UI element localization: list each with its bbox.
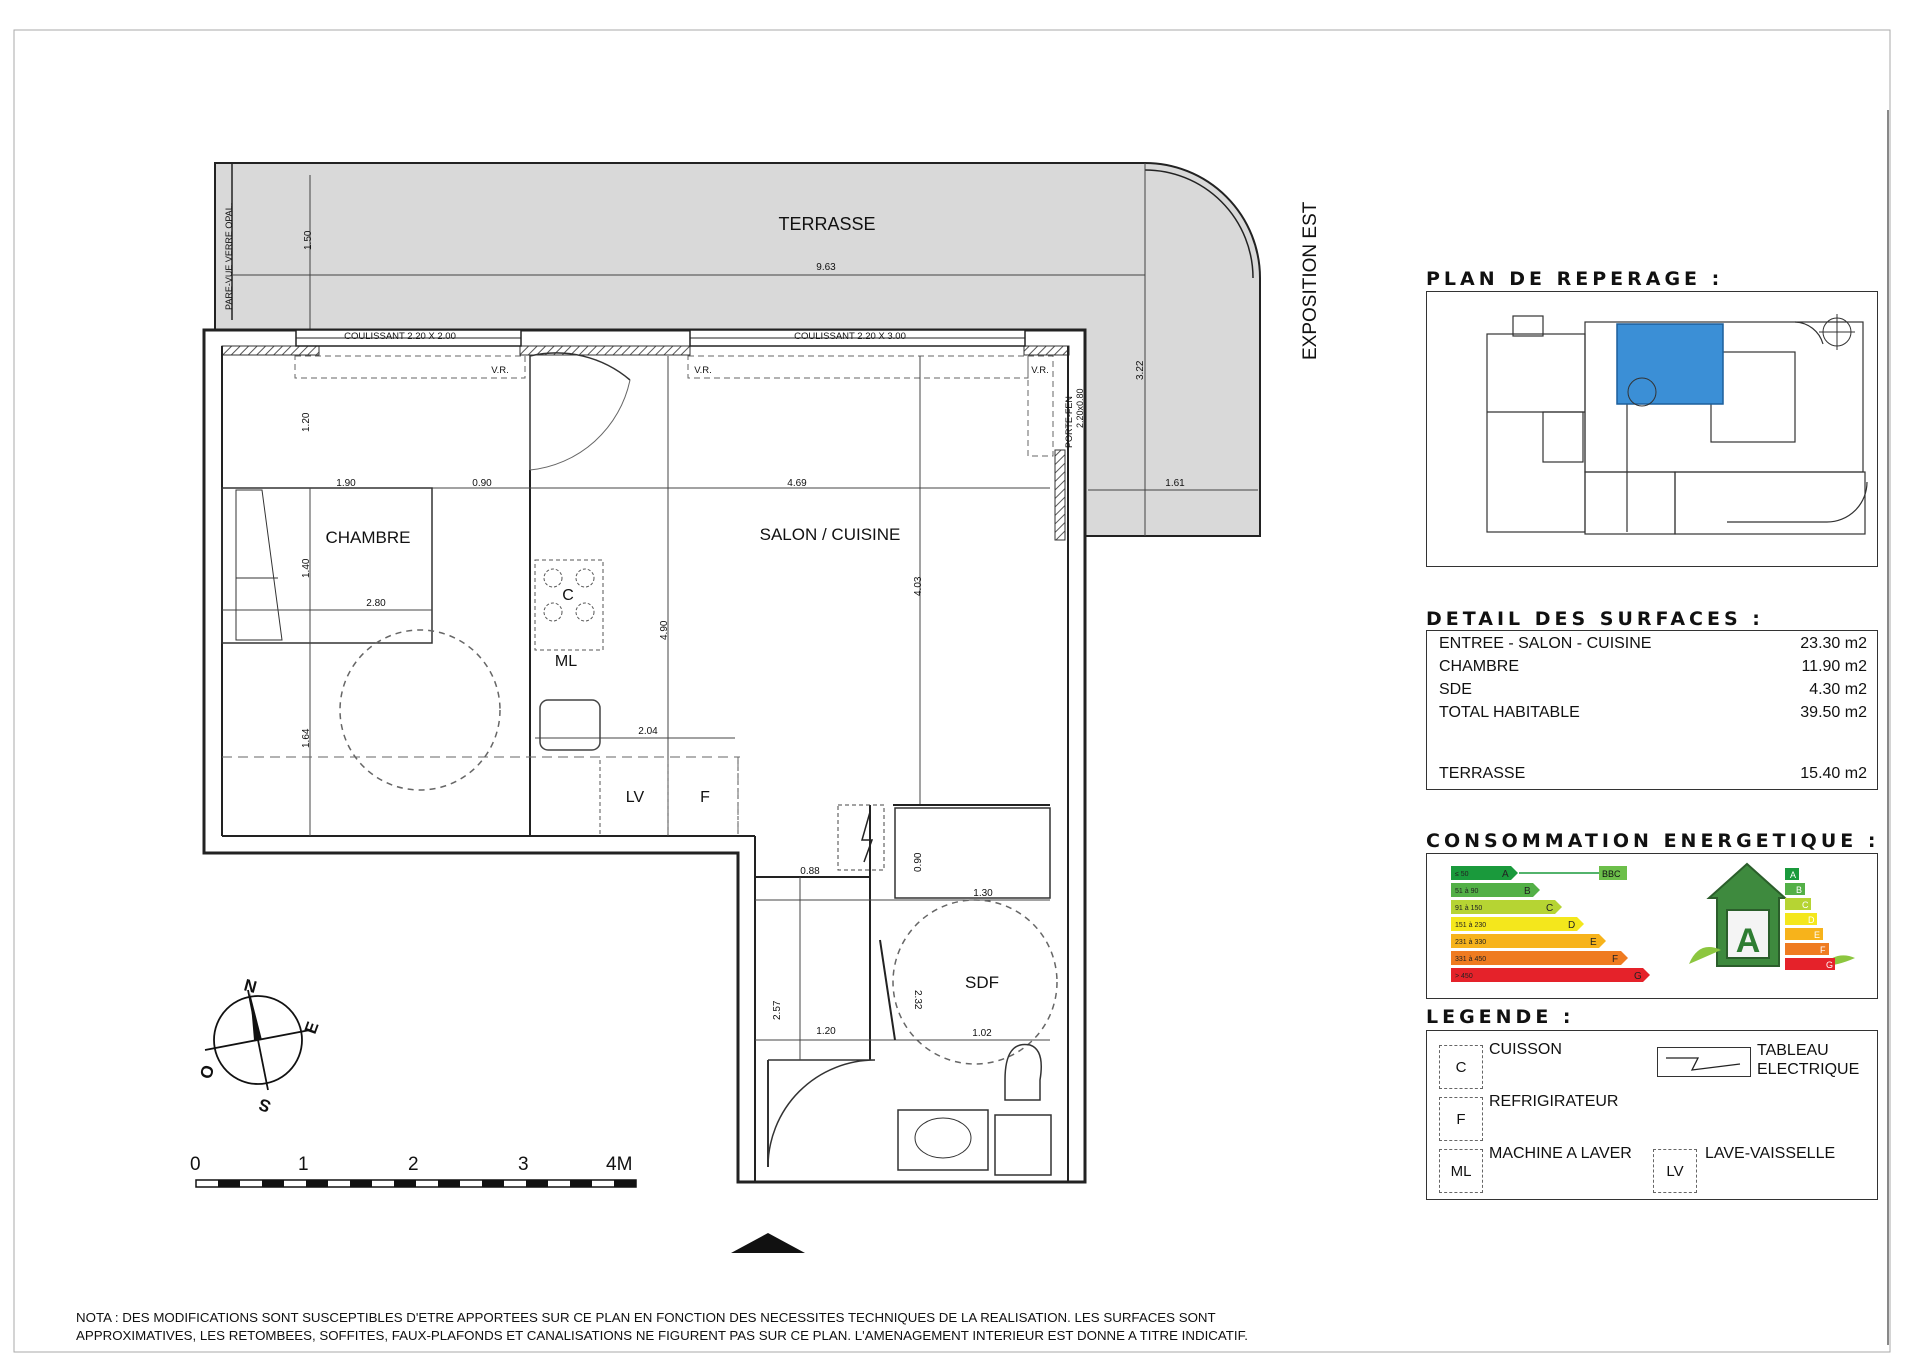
dim-204: 2.04 [638,726,658,737]
energy-range-label: > 450 [1455,973,1473,980]
scale-label-2: 2 [408,1154,419,1175]
reperage-title: PLAN DE REPERAGE : [1426,268,1724,290]
surface-value: 15.40 m2 [1800,765,1867,782]
legend-machine: MACHINE A LAVER [1489,1145,1632,1162]
label-vr-1: V.R. [491,365,509,376]
house-bar-letter: E [1814,930,1821,940]
energy-label-chart [1427,854,1875,996]
scale-label-4m: 4M [606,1154,633,1175]
surface-label: TERRASSE [1439,765,1526,782]
energy-letter-label: G [1634,971,1642,982]
wall-hatch-4 [1055,450,1065,540]
label-coulissant-1: COULISSANT 2.20 X 2.00 [344,331,456,342]
surface-row-sde [1439,681,1867,699]
surfaces-title: DETAIL DES SURFACES : [1426,608,1764,630]
energy-letter-label: F [1612,954,1619,965]
dim-257: 2.57 [772,1000,783,1020]
legend-refrigerateur: REFRIGIRATEUR [1489,1093,1619,1110]
house-rating-icon [1689,864,1855,966]
dim-102: 1.02 [972,1028,992,1039]
compass [205,990,310,1090]
label-exposition: EXPOSITION EST [1300,201,1321,360]
house-bar-letter: B [1796,885,1803,895]
reperage-map [1427,292,1875,564]
energy-range-label: ≤ 50 [1455,871,1469,878]
reperage-compass [1819,314,1855,350]
energy-bar-g [1451,968,1650,982]
energy-range-label: 91 à 150 [1455,905,1483,912]
surface-row-total [1439,704,1867,722]
label-pare-vue: PARE-VUE VERRE OPAL. [224,202,234,310]
compass-s: S [256,1094,274,1117]
house-bar-letter: G [1826,960,1834,970]
label-coulissant-2: COULISSANT 2.20 X 3.00 [794,331,906,342]
cuisson-icon: C [1439,1045,1483,1089]
compass-e: E [300,1019,323,1037]
dim-150: 1.50 [303,230,314,250]
surface-label: SDE [1439,681,1472,698]
energy-letter-label: D [1568,920,1576,931]
scale-label-1: 1 [298,1154,309,1175]
fixture-c: C [562,587,574,604]
surface-value: 39.50 m2 [1800,704,1867,721]
energy-letter-label: B [1524,886,1531,897]
dim-090a: 0.90 [472,478,492,489]
compass-o: O [195,1062,218,1081]
wall-hatch-3 [1024,346,1069,355]
wall-hatch-1 [222,346,319,355]
fixture-lv: LV [625,789,645,806]
label-vr-3: V.R. [1031,365,1049,376]
scale-label-3: 3 [518,1154,529,1175]
entrance-arrow [731,1233,805,1253]
compass-n: N [241,975,259,998]
legende-title: LEGENDE : [1426,1006,1575,1028]
surface-value: 11.90 m2 [1801,658,1867,675]
energy-letter-label: C [1546,903,1554,914]
energy-letter-label: A [1502,869,1509,880]
house-bar-letter: C [1802,900,1809,910]
dim-403: 4.03 [913,576,924,596]
energy-range-label: 151 à 230 [1455,922,1487,929]
surface-row-chambre [1439,658,1867,676]
label-porte-fen: PORTE-FEN [1064,396,1074,448]
energy-range-label: 331 à 450 [1455,956,1487,963]
surface-row-terrasse [1439,765,1867,783]
legend-lave: LAVE-VAISSELLE [1705,1145,1836,1162]
machine-icon: ML [1439,1149,1483,1193]
label-chambre: CHAMBRE [325,528,411,547]
refrigerateur-icon: F [1439,1097,1483,1141]
surface-value: 23.30 m2 [1800,635,1867,652]
house-bar-letter: D [1808,915,1815,925]
note-line-1: NOTA : DES MODIFICATIONS SONT SUSCEPTIBLES D'ETRE APPORTEES SUR CE PLAN EN FONCTION DES NECESSITES TECHNIQUES DE LA REALISATION. LES SURFACES SONT [76,1310,1216,1325]
surface-value: 4.30 m2 [1809,681,1867,698]
house-bar-letter: F [1820,945,1826,955]
dim-490: 4.90 [659,620,670,640]
legend-tableau: TABLEAU ELECTRIQUE [1757,1042,1860,1078]
fixture-ml: ML [554,653,578,670]
scale-label-0: 0 [190,1154,201,1175]
apartment-walls [204,330,1085,1182]
surface-label: TOTAL HABITABLE [1439,704,1580,721]
dim-280: 2.80 [366,598,386,609]
dim-088: 0.88 [800,866,820,877]
reperage-highlight [1617,324,1723,404]
legend-cuisson: CUISSON [1489,1041,1562,1058]
dim-120b: 1.20 [816,1026,836,1037]
surface-row-salon [1439,635,1867,653]
energie-title: CONSOMMATION ENERGETIQUE : [1426,830,1880,852]
energie-box [1426,853,1878,999]
label-terrasse: TERRASSE [778,214,876,234]
surface-label: ENTREE - SALON - CUISINE [1439,635,1652,652]
house-bar-letter: A [1790,870,1797,880]
label-sdf: SDF [965,973,999,992]
dim-120a: 1.20 [301,412,312,432]
dim-090b: 0.90 [913,852,924,872]
dim-469: 4.69 [787,478,807,489]
reperage-box [1426,291,1878,567]
dim-190: 1.90 [336,478,356,489]
energy-range-label: 51 à 90 [1455,888,1479,895]
surface-label: CHAMBRE [1439,658,1520,675]
dim-322: 3.22 [1135,360,1146,380]
dim-140: 1.40 [301,558,312,578]
dim-161: 1.61 [1165,478,1185,489]
label-salon-cuisine: SALON / CUISINE [759,525,901,544]
energy-range-label: 231 à 330 [1455,939,1487,946]
note-line-2: APPROXIMATIVES, LES RETOMBEES, SOFFITES, FAUX-PLAFONDS ET CANALISATIONS NE FIGURENT PAS SUR CE PLAN. L'AMENAGEMENT INTERIEUR EST DONNE A TITRE INDICATIF. [76,1328,1248,1343]
dim-963: 9.63 [816,262,836,273]
surfaces-box [1426,630,1878,790]
dim-232: 2.32 [912,990,923,1010]
lave-vaisselle-icon: LV [1653,1149,1697,1193]
house-rating-letter: A [1735,922,1761,960]
fixture-f: F [700,789,710,806]
label-vr-2: V.R. [694,365,712,376]
dim-164: 1.64 [301,728,312,748]
tableau-electrique-icon [1657,1047,1751,1077]
energy-rating-text: BBC [1602,869,1621,879]
label-porte-fen-dim: 2.20x0.80 [1075,388,1085,428]
dim-130: 1.30 [973,888,993,899]
energy-letter-label: E [1590,937,1597,948]
legende-box [1426,1030,1878,1200]
